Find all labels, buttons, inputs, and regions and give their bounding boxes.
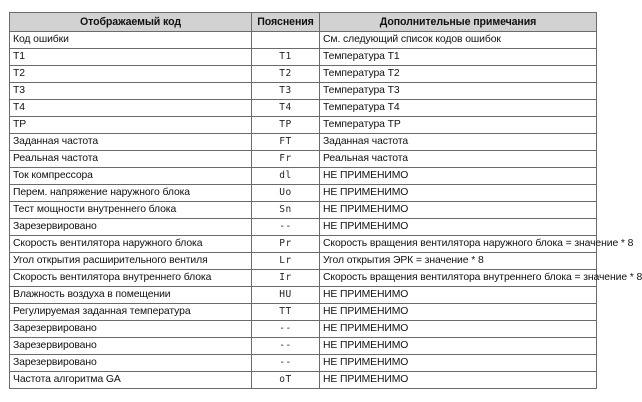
row-name-cell: Зарезервировано	[10, 219, 252, 236]
row-name-cell: Зарезервировано	[10, 321, 252, 338]
row-name-cell: T2	[10, 66, 252, 83]
row-name-cell: Ток компрессора	[10, 168, 252, 185]
row-code-cell: oT	[252, 372, 320, 389]
row-code-cell: Ir	[252, 270, 320, 287]
table-row	[10, 66, 597, 83]
header-notes: Дополнительные примечания	[320, 13, 597, 32]
row-name-cell: Зарезервировано	[10, 338, 252, 355]
table-row	[10, 32, 597, 49]
table-header-row	[10, 13, 597, 32]
row-name-cell: Зарезервировано	[10, 355, 252, 372]
row-code-cell: --	[252, 355, 320, 372]
table-row	[10, 100, 597, 117]
row-note-cell: НЕ ПРИМЕНИМО	[320, 355, 597, 372]
row-name-cell: Угол открытия расширительного вентиля	[10, 253, 252, 270]
table-row	[10, 134, 597, 151]
table-row	[10, 236, 597, 253]
row-name-cell: TP	[10, 117, 252, 134]
row-code-cell: TT	[252, 304, 320, 321]
table-row	[10, 304, 597, 321]
table-row	[10, 338, 597, 355]
row-code-cell	[252, 32, 320, 49]
row-code-cell: TP	[252, 117, 320, 134]
table-row	[10, 168, 597, 185]
table-row	[10, 355, 597, 372]
row-note-cell: НЕ ПРИМЕНИМО	[320, 287, 597, 304]
table-row	[10, 202, 597, 219]
row-code-cell: Pr	[252, 236, 320, 253]
table-row	[10, 185, 597, 202]
display-codes-table	[9, 12, 642, 389]
row-note-cell: НЕ ПРИМЕНИМО	[320, 338, 597, 355]
row-name-cell: Тест мощности внутреннего блока	[10, 202, 252, 219]
row-code-cell: FT	[252, 134, 320, 151]
row-note-cell: Температура T3	[320, 83, 597, 100]
row-note-cell: См. следующий список кодов ошибок	[320, 32, 597, 49]
table-row	[10, 253, 597, 270]
row-note-cell: НЕ ПРИМЕНИМО	[320, 168, 597, 185]
table-row	[10, 83, 597, 100]
row-note-cell: Заданная частота	[320, 134, 597, 151]
row-name-cell: Скорость вентилятора наружного блока	[10, 236, 252, 253]
row-code-cell: HU	[252, 287, 320, 304]
table-row	[10, 219, 597, 236]
row-note-cell: НЕ ПРИМЕНИМО	[320, 372, 597, 389]
row-name-cell: Перем. напряжение наружного блока	[10, 185, 252, 202]
row-name-cell: Частота алгоритма GA	[10, 372, 252, 389]
row-note-cell: Температура TP	[320, 117, 597, 134]
row-note-cell: НЕ ПРИМЕНИМО	[320, 185, 597, 202]
row-note-cell: НЕ ПРИМЕНИМО	[320, 304, 597, 321]
row-code-cell: T2	[252, 66, 320, 83]
row-code-cell: T3	[252, 83, 320, 100]
row-name-cell: T4	[10, 100, 252, 117]
row-code-cell: Uo	[252, 185, 320, 202]
row-note-cell: Температура T1	[320, 49, 597, 66]
row-note-cell: Температура T4	[320, 100, 597, 117]
table-row	[10, 372, 597, 389]
row-note-cell: НЕ ПРИМЕНИМО	[320, 321, 597, 338]
row-name-cell: Влажность воздуха в помещении	[10, 287, 252, 304]
row-note-cell: Реальная частота	[320, 151, 597, 168]
row-code-cell: Sn	[252, 202, 320, 219]
row-note-cell: Угол открытия ЭРК = значение * 8	[320, 253, 597, 270]
row-code-cell: --	[252, 219, 320, 236]
header-displayed-code: Отображаемый код	[10, 13, 252, 32]
table-row	[10, 151, 597, 168]
row-name-cell: Скорость вентилятора внутреннего блока	[10, 270, 252, 287]
row-name-cell: Заданная частота	[10, 134, 252, 151]
row-note-cell: Скорость вращения вентилятора внутреннего блока = значение * 8	[320, 270, 597, 287]
row-code-cell: --	[252, 338, 320, 355]
row-name-cell: T1	[10, 49, 252, 66]
row-name-cell: T3	[10, 83, 252, 100]
row-note-cell: Температура T2	[320, 66, 597, 83]
row-name-cell: Регулируемая заданная температура	[10, 304, 252, 321]
header-explanation: Пояснения	[252, 13, 320, 32]
row-code-cell: Lr	[252, 253, 320, 270]
table-row	[10, 117, 597, 134]
row-note-cell: НЕ ПРИМЕНИМО	[320, 202, 597, 219]
table-row	[10, 270, 597, 287]
row-code-cell: --	[252, 321, 320, 338]
table-body	[10, 32, 642, 389]
row-code-cell: T1	[252, 49, 320, 66]
row-note-cell: НЕ ПРИМЕНИМО	[320, 219, 597, 236]
table-row	[10, 321, 597, 338]
row-code-cell: T4	[252, 100, 320, 117]
table-row	[10, 287, 597, 304]
row-name-cell: Код ошибки	[10, 32, 252, 49]
row-code-cell: dl	[252, 168, 320, 185]
row-note-cell: Скорость вращения вентилятора наружного блока = значение * 8	[320, 236, 597, 253]
row-name-cell: Реальная частота	[10, 151, 252, 168]
table-row	[10, 49, 597, 66]
row-code-cell: Fr	[252, 151, 320, 168]
